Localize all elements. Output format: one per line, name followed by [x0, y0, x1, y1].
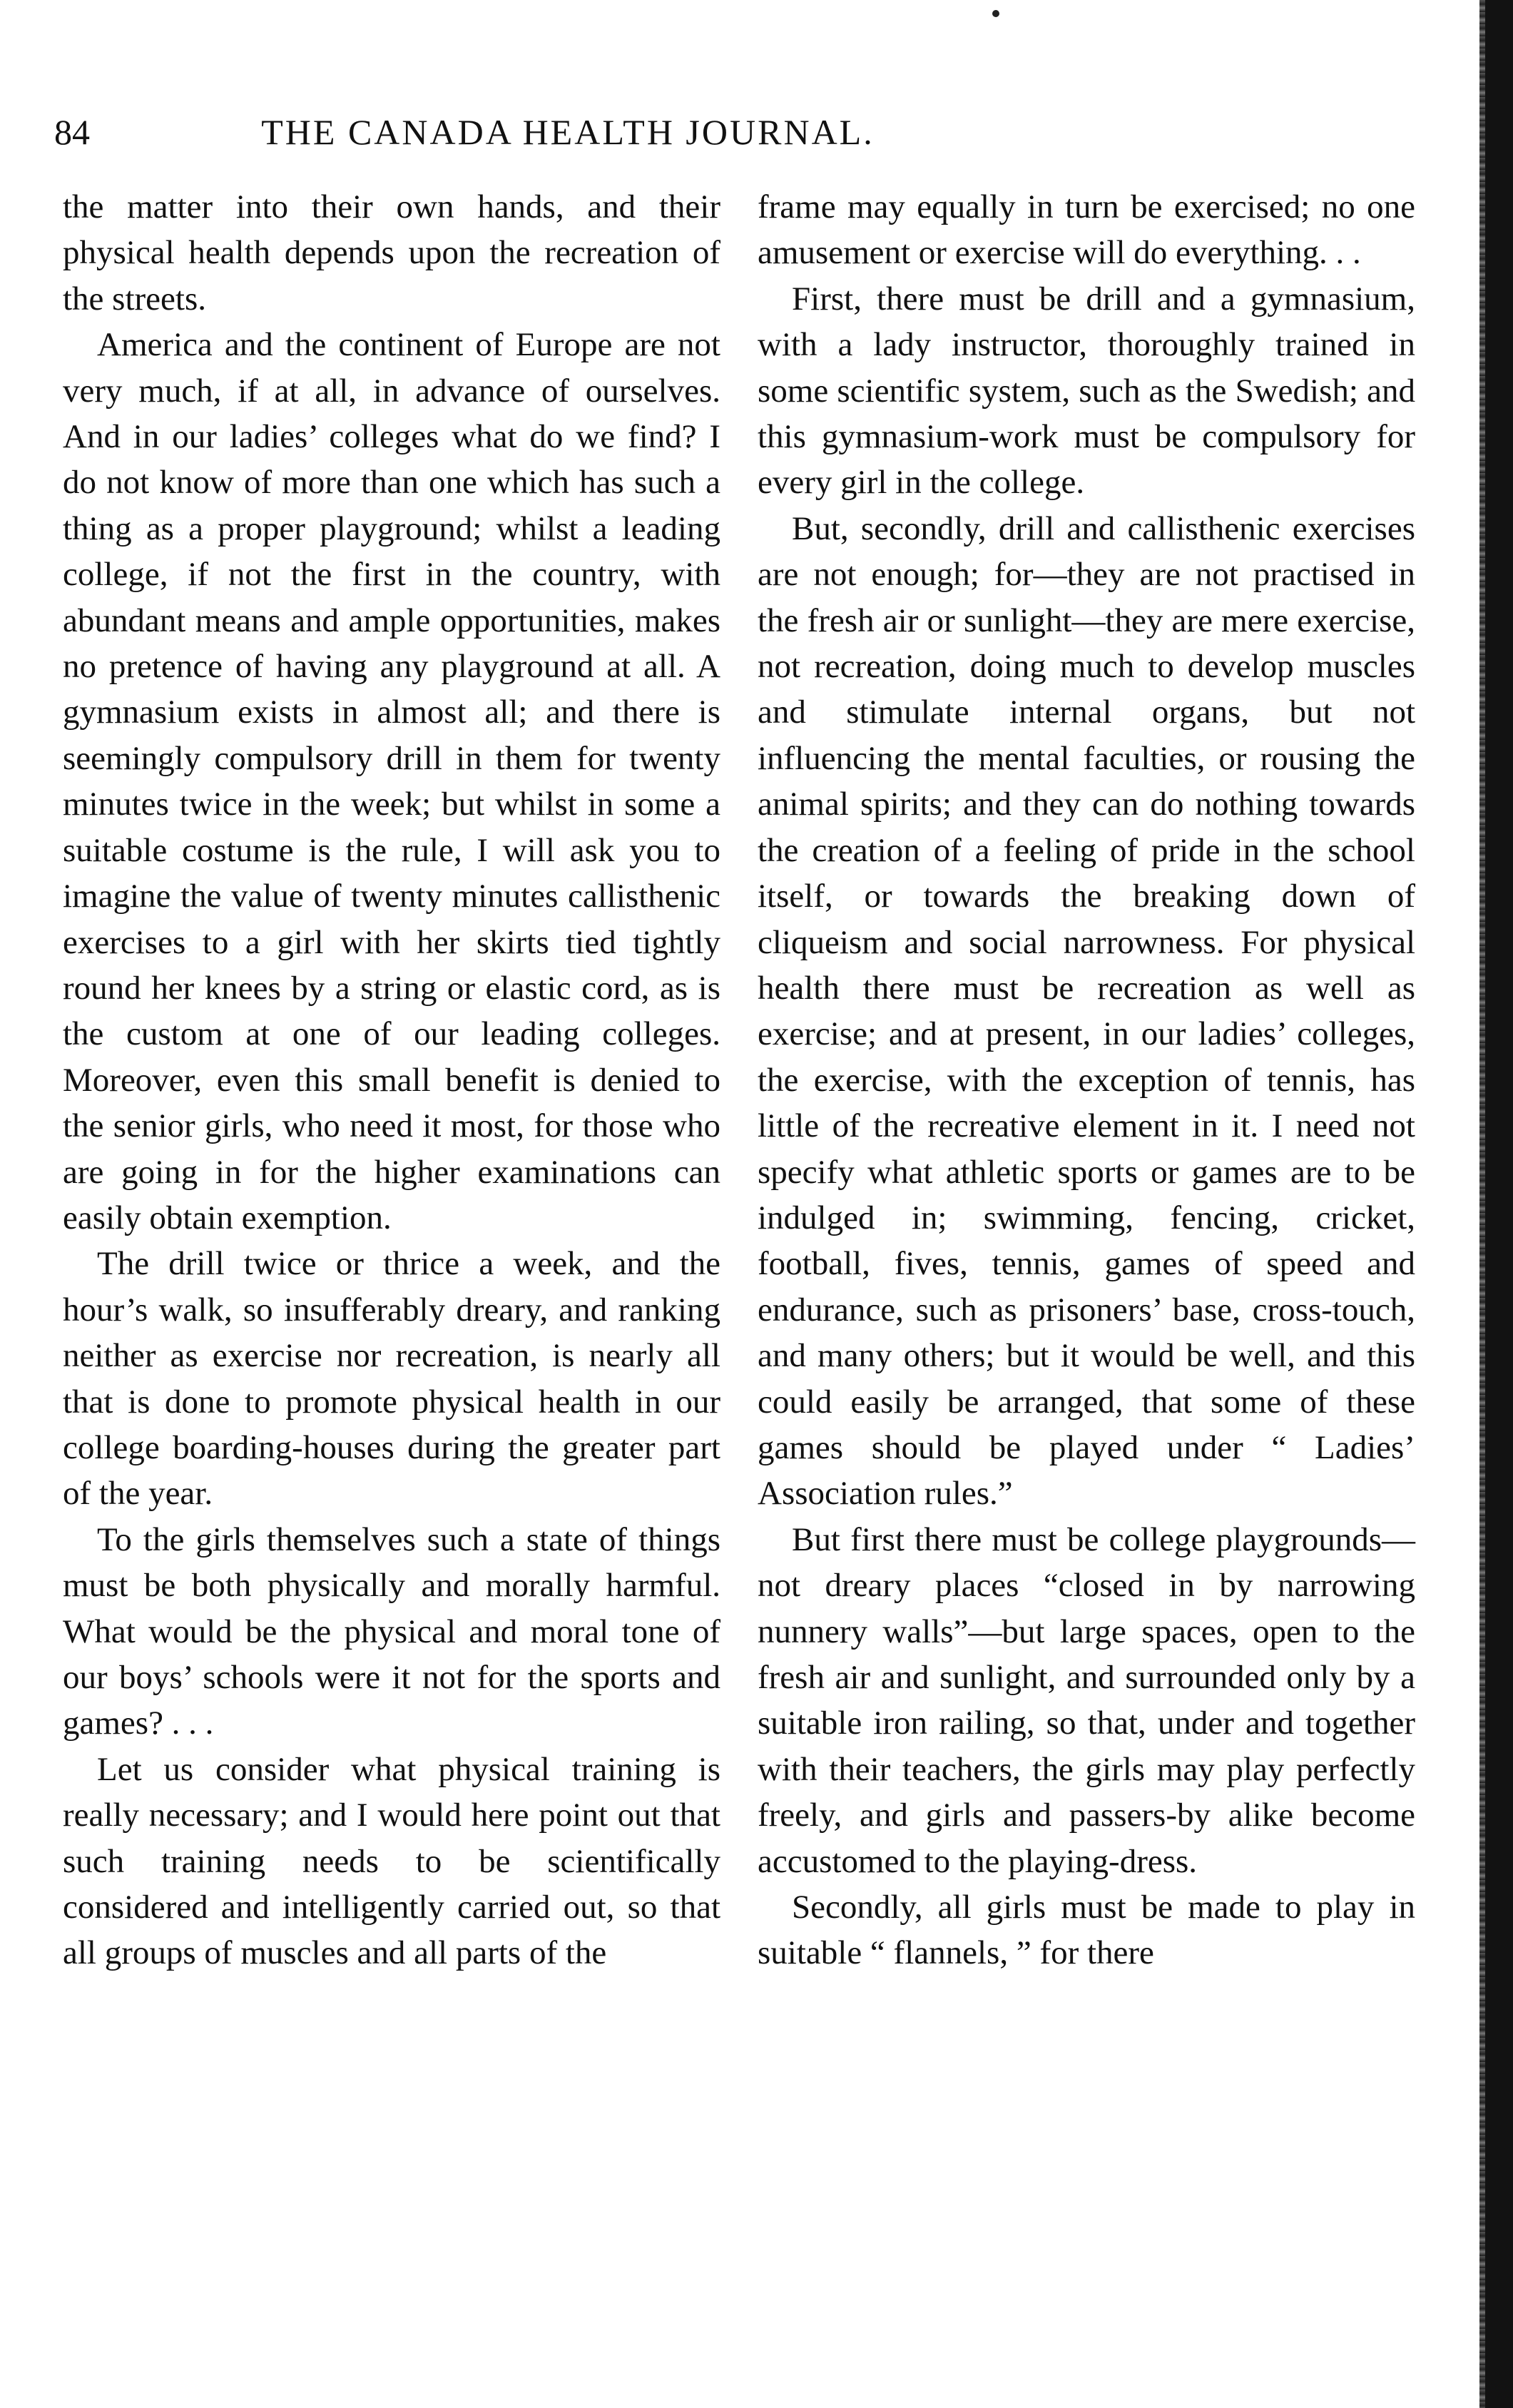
running-head: [54, 107, 1081, 157]
paragraph: But first there must be college playgrounds—not dreary places “closed in by narrowing nunnery walls”—but large spaces, open to the fresh air and sunlight, and surrounded only by a suitable iron railing, so that, under and together with their teachers, the girls may play perfectly freely, and girls and passers-by alike become accustomed to the playing-dress.: [758, 1520, 1415, 1880]
right-column: [758, 184, 1415, 1976]
page-number: 84: [54, 112, 90, 152]
paragraph: Let us consider what physical training is really necessary; and I would here point out that such training needs to be scientifically considered and intelligently carried out, so that all groups of muscles and all parts of the: [63, 1750, 720, 1972]
paragraph: frame may equally in turn be exercised; no one amusement or exercise will do everything. . .: [758, 188, 1415, 272]
print-speck: [992, 10, 999, 17]
left-column: [63, 184, 720, 1976]
paragraph: America and the continent of Europe are not very much, if at all, in advance of ourselves. And in our ladies’ colleges what do we find? I do not know of more than one which has such a thing as a proper playground; whilst a leading college, if not the first in the country, with abundant means and ample opportunities, makes no pretence of having any playground at all. A gymnasium exists in almost all; and there is seemingly compulsory drill in them for twenty minutes twice in the week; but whilst in some a suitable costume is the rule, I will ask you to imagine the value of twenty minutes callisthenic exercises to a girl with her skirts tied tightly round her knees by a string or elastic cord, as is the custom at one of our leading colleges. Moreover, even this small benefit is denied to the senior girls, who need it most, for those who are going in for the higher examinations can easily obtain exemption.: [63, 326, 720, 1236]
paragraph: First, there must be drill and a gymnasium, with a lady instructor, thoroughly trained in some scientific system, such as the Swedish; and this gymnasium-work must be compulsory for every girl in the college.: [758, 280, 1415, 502]
paragraph: But, secondly, drill and callisthenic exercises are not enough; for—they are not practised in the fresh air or sunlight—they are mere exercise, not recreation, doing much to develop muscles and stimulate internal organs, but not influencing the mental faculties, or rousing the animal spirits; and they can do nothing towards the creation of a feeling of pride in the school itself, or towards the breaking down of cliqueism and social narrowness. For physical health there must be recreation as well as exercise; and at present, in our ladies’ colleges, the exercise, with the exception of tennis, has little of the recreative element in it. I need not specify what athletic sports or games are to be indulged in; swimming, fencing, cricket, football, fives, tennis, games of speed and endurance, such as prisoners’ base, cross-touch, and many others; but it would be well, and this could easily be arranged, that some of these games should be played under “ Ladies’ Association rules.”: [758, 509, 1415, 1513]
paragraph: The drill twice or thrice a week, and the hour’s walk, so insufferably dreary, and ranking neither as exercise nor recreation, is nearly all that is done to promote physical health in our college boarding-houses during the greater part of the year.: [63, 1245, 720, 1513]
scan-edge-shadow: [1479, 0, 1513, 2408]
paragraph: the matter into their own hands, and their physical health depends upon the recreation of the streets.: [63, 188, 720, 317]
paragraph: Secondly, all girls must be made to play in suitable “ flannels, ” for there: [758, 1889, 1415, 1972]
journal-title: THE CANADA HEALTH JOURNAL.: [261, 112, 875, 152]
paragraph: To the girls themselves such a state of things must be both physically and morally harmful. What would be the physical and moral tone of our boys’ schools were it not for the sports and games? . . .: [63, 1520, 720, 1742]
